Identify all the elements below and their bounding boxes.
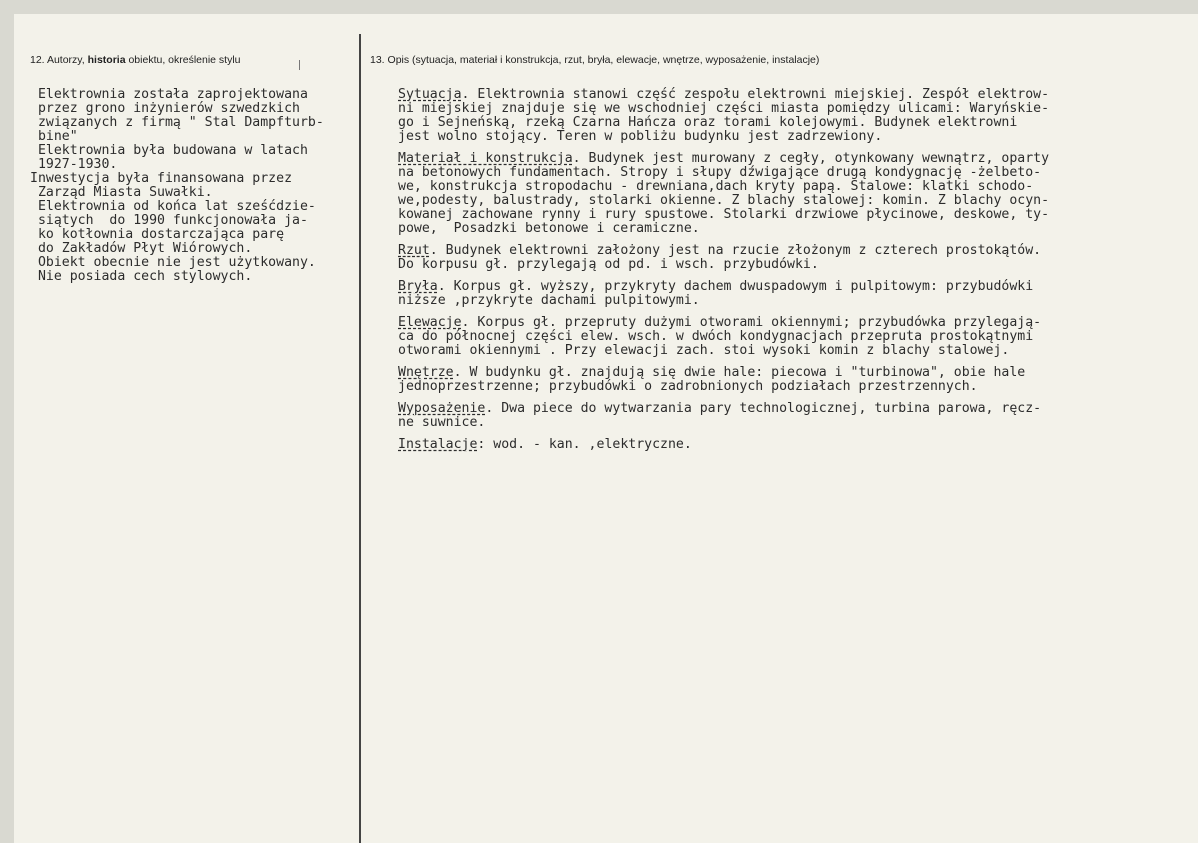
section-line <box>398 166 1198 180</box>
history-line: Inwestycja była finansowana przez <box>30 171 293 186</box>
record-card <box>14 14 1198 843</box>
section-line <box>398 152 1198 166</box>
history-line: ko kotłownia dostarczająca parę <box>30 227 285 242</box>
section-line <box>398 438 1198 452</box>
section-text: . Korpus gł. przepruty dużymi otworami okiennymi; przybudówka przylegają- <box>461 315 1042 330</box>
header-authors-history-style <box>30 54 241 66</box>
section-label: Wyposażenie <box>398 401 486 416</box>
section-line <box>398 194 1198 208</box>
section-text: ca do północnej części elew. wsch. w dwóch kondygnacjach przepruta prostokątnymi <box>398 329 1034 344</box>
section-line <box>398 366 1198 380</box>
section-instalacje <box>398 438 1198 452</box>
section-line <box>398 330 1198 344</box>
section-line <box>398 280 1198 294</box>
section-line <box>398 380 1198 394</box>
header-right-number: 13. <box>370 54 385 66</box>
section-label: Elewacje <box>398 315 462 330</box>
description-text <box>398 88 1198 460</box>
header-left-text-after: obiektu, określenie stylu <box>125 54 241 66</box>
header-left-bold: historia <box>87 54 126 66</box>
section-text: . Budynek jest murowany z cegły, otynkowany wewnątrz, oparty <box>572 151 1050 166</box>
section-text: kowanej zachowane rynny i rury spustowe. Stolarki drzwiowe płycinowe, deskowe, ty- <box>398 207 1050 222</box>
section-line <box>398 244 1198 258</box>
history-line: Elektrownia została zaprojektowana <box>30 87 308 102</box>
history-line: Elektrownia była budowana w latach <box>30 143 308 158</box>
section-line <box>398 130 1198 144</box>
section-text: go i Sejneńską, rzeką Czarna Hańcza oraz torami kolejowymi. Budynek elektrowni <box>398 115 1018 130</box>
section-elewacje <box>398 316 1198 358</box>
section-wyposażenie <box>398 402 1198 430</box>
header-tick-mark <box>299 60 300 70</box>
section-line <box>398 116 1198 130</box>
authors-history-text <box>30 88 324 284</box>
section-text: ne suwnice. <box>398 415 486 430</box>
section-sytuacja <box>398 88 1198 144</box>
section-line <box>398 208 1198 222</box>
column-divider <box>359 34 361 843</box>
section-text: . Elektrownia stanowi część zespołu elektrowni miejskiej. Zespół elektrow- <box>461 87 1050 102</box>
section-label: Sytuacja <box>398 87 462 102</box>
section-label: Materiał i konstrukcja <box>398 151 573 166</box>
section-line <box>398 294 1198 308</box>
section-rzut <box>398 244 1198 272</box>
section-label: Rzut <box>398 243 430 258</box>
history-line: bine" <box>30 129 78 144</box>
section-text: ni miejskiej znajduje się we wschodniej części miasta pomiędzy ulicami: Waryńskie- <box>398 101 1050 116</box>
section-text: na betonowych fundamentach. Stropy i słupy dźwigające drugą kondygnację -żelbeto- <box>398 165 1042 180</box>
history-line: siątych do 1990 funkcjonowała ja- <box>30 213 308 228</box>
history-line: Nie posiada cech stylowych. <box>30 269 253 284</box>
section-line <box>398 316 1198 330</box>
header-description <box>370 54 819 66</box>
section-text: otworami okiennymi . Przy elewacji zach. stoi wysoki komin z blachy stalowej. <box>398 343 1010 358</box>
section-label: Instalacje <box>398 437 478 452</box>
section-line <box>398 402 1198 416</box>
section-text: jest wolno stojący. Teren w pobliżu budynku jest zadrzewiony. <box>398 129 883 144</box>
history-line: Elektrownia od końca lat sześćdzie- <box>30 199 316 214</box>
section-materiał-i-konstrukcja <box>398 152 1198 236</box>
section-text: . Budynek elektrowni założony jest na rzucie złożonym z czterech prostokątów. <box>429 243 1042 258</box>
section-line <box>398 180 1198 194</box>
section-text: Do korpusu gł. przylegają od pd. i wsch. przybudówki. <box>398 257 819 272</box>
section-text: we, konstrukcja stropodachu - drewniana,dach kryty papą. Stalowe: klatki schodo- <box>398 179 1034 194</box>
section-line <box>398 102 1198 116</box>
header-right-text: Opis (sytuacja, materiał i konstrukcja, rzut, bryła, elewacje, wnętrze, wyposażenie, instalacje) <box>387 54 820 66</box>
section-text: : wod. - kan. ,elektryczne. <box>477 437 692 452</box>
history-line: związanych z firmą " Stal Dampfturb- <box>30 115 324 130</box>
section-wnętrze <box>398 366 1198 394</box>
section-text: niższe ,przykryte dachami pulpitowymi. <box>398 293 700 308</box>
section-line <box>398 416 1198 430</box>
section-text: jednoprzestrzenne; przybudówki o zadrobnionych podziałach przestrzennych. <box>398 379 978 394</box>
section-label: Bryła <box>398 279 438 294</box>
history-line: Zarząd Miasta Suwałki. <box>30 185 213 200</box>
history-line: przez grono inżynierów szwedzkich <box>30 101 300 116</box>
section-line <box>398 88 1198 102</box>
section-text: . Dwa piece do wytwarzania pary technologicznej, turbina parowa, ręcz- <box>485 401 1042 416</box>
section-label: Wnętrze <box>398 365 454 380</box>
section-text: powe, Posadzki betonowe i ceramiczne. <box>398 221 700 236</box>
header-left-number: 12. <box>30 54 45 66</box>
history-line: do Zakładów Płyt Wiórowych. <box>30 241 253 256</box>
section-line <box>398 344 1198 358</box>
section-text: . Korpus gł. wyższy, przykryty dachem dwuspadowym i pulpitowym: przybudówki <box>437 279 1034 294</box>
section-line <box>398 258 1198 272</box>
section-text: we,podesty, balustrady, stolarki okienne. Z blachy stalowej: komin. Z blachy ocyn- <box>398 193 1050 208</box>
section-text: . W budynku gł. znajdują się dwie hale: piecowa i "turbinowa", obie hale <box>453 365 1026 380</box>
history-line: Obiekt obecnie nie jest użytkowany. <box>30 255 316 270</box>
history-line: 1927-1930. <box>30 157 118 172</box>
header-left-text-before: Autorzy, <box>46 54 88 66</box>
section-bryła <box>398 280 1198 308</box>
section-line <box>398 222 1198 236</box>
